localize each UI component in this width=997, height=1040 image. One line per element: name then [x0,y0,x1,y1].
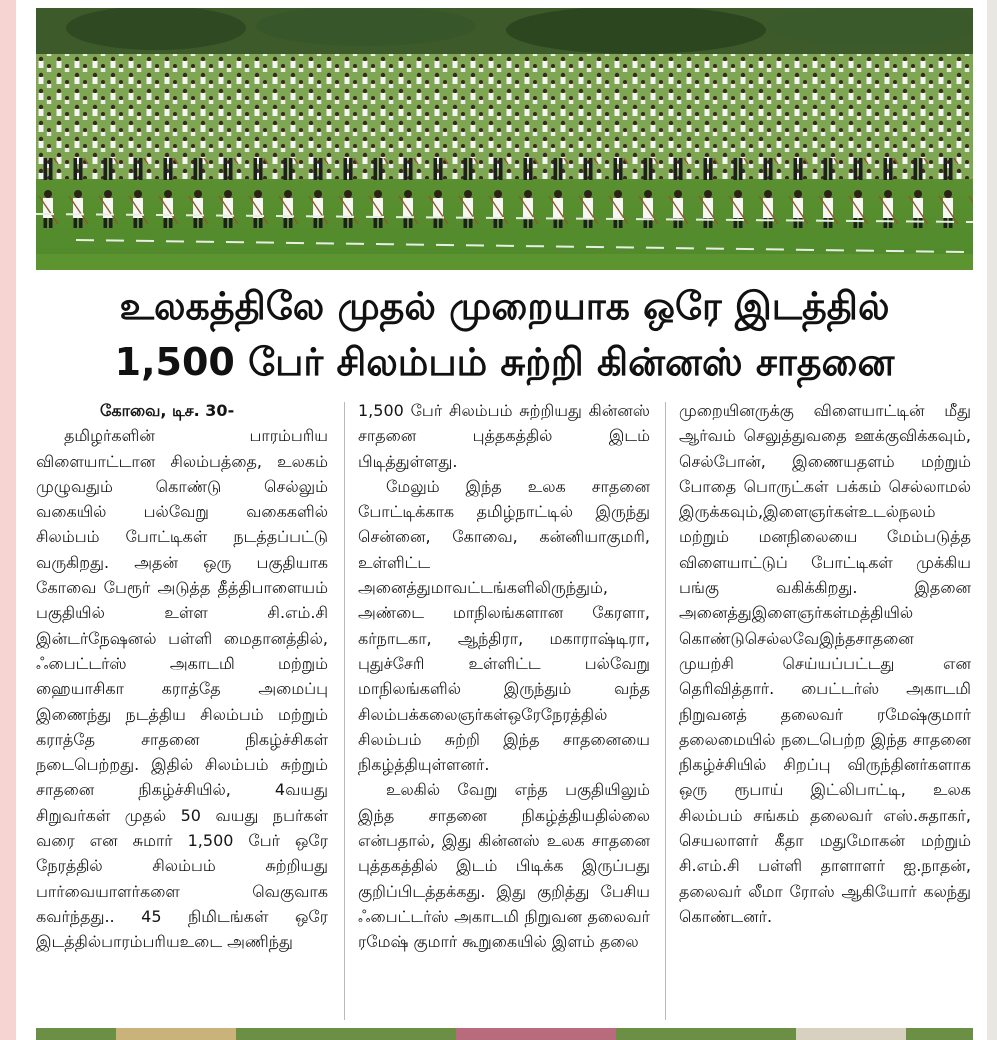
column-divider [665,402,666,1020]
dateline: கோவை, டிச. 30- [100,401,235,420]
paragraph: மேலும் இந்த உலக சாதனை போட்டிக்காக தமிழ்நாட்டில் இருந்து சென்னை, கோவை, கன்னியாகுமரி, உள்ளிட்ட அனைத்துமாவட்டங்களிலிருந்தும், அண்டை மாநிலங்களான கேரளா, கர்நாடகா, ஆந்திரா, மகாராஷ்டிரா, புதுச்சேரி உள்ளிட்ட பல்வேறு மாநிலங்களில் இருந்தும் வந்த சிலம்பக்கலைஞர்கள்ஒரேநேரத்தில் சிலம்பம் சுற்றி இந்த சாதனையை நிகழ்த்தியுள்ளனர். [358,476,650,775]
paragraph: தமிழர்களின் பாரம்பரிய விளையாட்டான சிலம்பத்தை, உலகம் முழுவதும் கொண்டு செல்லும் வகையில் பல்வேறு வகைகளில் சிலம்பம் போட்டிகள் நடத்தப்பட்டு வருகிறது. அதன் ஒரு பகுதியாக கோவை பேரூர் அடுத்த தீத்திபாளையம் பகுதியில் உள்ள சி.எம்.சி இன்டர்நேஷனல் பள்ளி மைதானத்தில், ஃபைட்டர்ஸ் அகாடமி மற்றும் ஹையாசிகா கராத்தே அமைப்பு இணைந்து நடத்திய சிலம்பம் மற்றும் கராத்தே சாதனை நிகழ்ச்சிகள் நடைபெற்றது. இதில் சிலம்பம் சுற்றும் சாதனை நிகழ்ச்சியில், 4வயது சிறுவர்கள் முதல் 50 வயது நபர்கள் வரை என சுமார் 1,500 பேர் ஒரே நேரத்தில் சிலம்பம் சுற்றியது பார்வையாளர்களை வெகுவாக கவர்ந்தது.. 45 நிமிடங்கள் ஒரே இடத்தில்பாரம்பரியஉடை அணிந்து [36,426,328,952]
paragraph: 1,500 பேர் சிலம்பம் சுற்றியது கின்னஸ் சாதனை புத்தகத்தில் இடம் பிடித்துள்ளது. [358,401,650,471]
headline [36,278,973,390]
paragraph: முறையினருக்கு விளையாட்டின் மீது ஆர்வம் செலுத்துவதை ஊக்குவிக்கவும், செல்போன், இணையதளம் மற்றும் போதை பொருட்கள் பக்கம் செல்லாமல் இருக்கவும்,இளைஞர்கள்உடல்நலம் மற்றும் மனநிலையை மேம்படுத்த விளையாட்டுப் போட்டிகள் முக்கிய பங்கு வகிக்கிறது. இதனை அனைத்துஇளைஞர்கள்மத்தியில் கொண்டுசெல்லவேஇந்தசாதனை முயற்சி செய்யப்பட்டது என தெரிவித்தார். பைட்டர்ஸ் அகாடமி நிறுவனத் தலைவர் ரமேஷ்குமார் தலைமையில் நடைபெற்ற இந்த சாதனை நிகழ்ச்சியில் சிறப்பு விருந்தினர்களாக ஒரு ரூபாய் இட்லிபாட்டி, உலக சிலம்பம் சங்கம் தலைவர் எஸ்.சுதாகர், செயலாளர் கீதா மதுமோகன் மற்றும் சி.எம்.சி பள்ளி தாளாளர் ஐ.நாதன், தலைவர் லீமா ரோஸ் ஆகியோர் கலந்து கொண்டனர். [679,401,971,926]
newspaper-page [16,0,987,1040]
article-column-2 [358,398,650,1022]
article-column-1 [36,398,328,1022]
column-divider [344,402,345,1020]
article-column-3 [679,398,971,1022]
paragraph: உலகில் வேறு எந்த பகுதியிலும் இந்த சாதனை நிகழ்த்தியதில்லை என்பதால், இது கின்னஸ் உலக சாதனை புத்தகத்தில் இடம் பிடிக்க இருப்பது குறிப்பிடத்தக்கது. இது குறித்து பேசிய ஃபைட்டர்ஸ் அகாடமி நிறுவன தலைவர் ரமேஷ் குமார் கூறுகையில் இளம் தலை [358,780,650,952]
news-photo-silambam-crowd [36,8,973,270]
headline-line-1: உலகத்திலே முதல் முறையாக ஒரே இடத்தில் [119,284,890,328]
page-edge-left [0,0,16,1040]
next-photo-strip [36,1028,973,1040]
article-body [36,398,973,1022]
headline-line-2: 1,500 பேர் சிலம்பம் சுற்றி கின்னஸ் சாதனை [114,340,895,384]
page-edge-right [987,0,997,1040]
